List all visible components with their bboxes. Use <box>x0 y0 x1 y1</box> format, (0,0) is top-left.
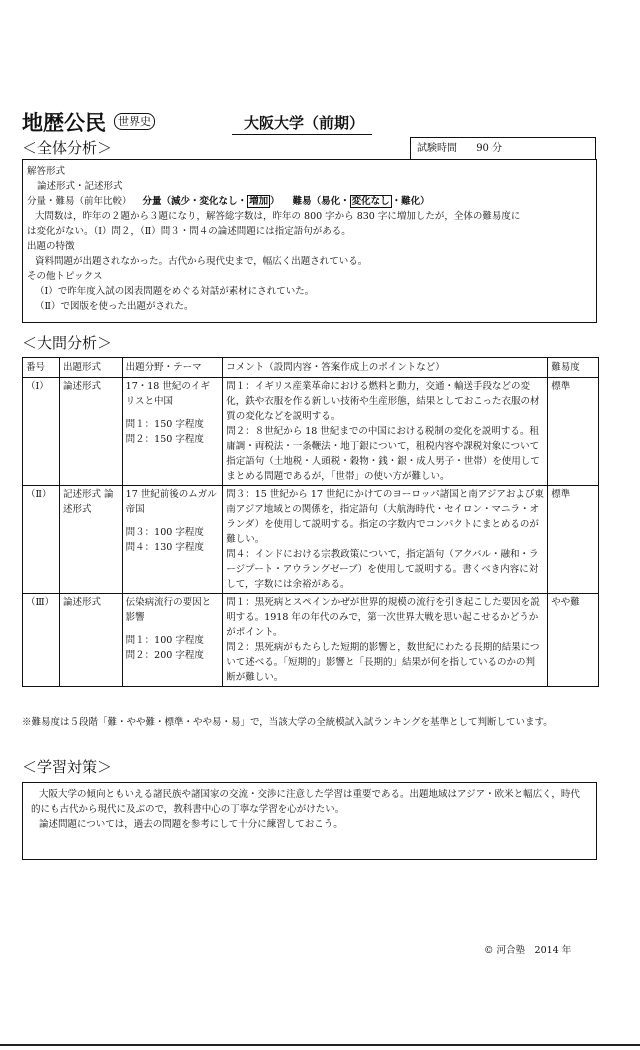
copyright: © 河合塾 2014 年 <box>484 945 572 956</box>
row-difficulty: やや難 <box>548 594 599 687</box>
row-comment-1: 問３：15 世紀から 17 世紀にかけてのヨーロッパ諸国と南アジアおよび東南アジア地域との関係を，指定語句（大航海時代・セイロン・マニラ・オランダ）を使用して説明する。指定の字数内でコンパクトにまとめるのが難しい。 <box>226 489 544 545</box>
row-theme: 伝染病流行の要因と影響 <box>125 597 212 623</box>
row-sub-2: 問２：150 字程度 <box>125 434 204 445</box>
row-number: （Ⅰ） <box>23 378 60 486</box>
bottom-divider <box>0 1044 640 1046</box>
row-sub-1: 問３：100 字程度 <box>125 527 204 538</box>
difficulty-end: ・難化） <box>391 196 430 207</box>
row-number: （Ⅲ） <box>23 594 60 687</box>
row-comment-1: 問１：イギリス産業革命における燃料と動力，交通・輸送手段などの変化，鉄や衣服を作る新しい技術や生産形態，結果としておこった衣服の材質の変化などを説明する。 <box>226 381 540 422</box>
study-body-1: 大阪大学の傾向ともいえる諸民族や諸国家の交流・交渉に注意した学習は重要である。出題地域はアジア・欧米と幅広く，時代的にも古代から現代に及ぶので，教科書中心の丁寧な学習を心がけたい。 <box>31 789 580 815</box>
volume-label: 分量（減少・変化なし・ <box>142 196 248 207</box>
difficulty-label: 難易（易化・ <box>292 196 350 207</box>
volume-end: ） <box>270 196 280 207</box>
overall-heading: ＜全体分析＞ <box>22 139 113 157</box>
volume-difficulty-line <box>27 194 592 209</box>
table-row <box>23 486 599 594</box>
table-row <box>23 378 599 486</box>
row-theme-cell <box>122 378 223 486</box>
col-theme: 出題分野・テーマ <box>122 358 223 378</box>
overall-body-2: は変化がない。（Ⅰ）問２，（Ⅱ）問３・問４の論述問題には指定語句がある。 <box>27 226 351 237</box>
overall-analysis-box <box>22 159 597 323</box>
row-sub-2: 問４：130 字程度 <box>125 542 204 553</box>
feature-body: 資料問題が出題されなかった。古代から現代史まで，幅広く出題されている。 <box>35 256 368 267</box>
study-body-2: 論述問題については，過去の問題を参考にして十分に練習しておこう。 <box>39 819 343 830</box>
subject-tag: 世界史 <box>114 113 155 130</box>
difficulty-note: ※難易度は５段階「難・やや難・標準・やや易・易」で，当該大学の全統模試入試ランキングを基準として判断しています。 <box>22 717 553 728</box>
col-difficulty: 難易度 <box>548 358 599 378</box>
row-theme: 17 世紀前後のムガル帝国 <box>125 489 217 515</box>
table-header-row <box>23 358 599 378</box>
row-comment-2: 問２：黒死病がもたらした短期的影響と，数世紀にわたる長期的結果について述べる。「短期的」影響と「長期的」結果が何を指しているのかの判断が難しい。 <box>226 642 540 683</box>
subject-title: 地歴公民 <box>22 111 106 135</box>
volume-selected: 増加 <box>249 196 269 207</box>
row-difficulty: 標準 <box>548 486 599 594</box>
difficulty-selected: 変化なし <box>351 196 390 207</box>
row-comment-cell <box>223 378 548 486</box>
study-heading: ＜学習対策＞ <box>22 758 113 776</box>
row-comment-2: 問２：８世紀から 18 世紀までの中国における税制の変化を説明する。租庸調・両税法・一条鞭法・地丁銀について，租税内容や課税対象について指定語句（土地税・人頭税・穀物・銭・銀・成人男子・世帯）を使用してまとめる問題であるが，「世帯」の使い方が難しい。 <box>226 426 540 482</box>
row-sub-2: 問２：200 字程度 <box>125 650 204 661</box>
row-sub-1: 問１：150 字程度 <box>125 419 204 430</box>
row-comment-cell <box>223 486 548 594</box>
row-format: 記述形式 論述形式 <box>59 486 122 594</box>
exam-time-box <box>410 137 596 159</box>
row-comment-cell <box>223 594 548 687</box>
format-title: 解答形式 <box>27 166 66 177</box>
row-sub-1: 問１：100 字程度 <box>125 635 204 646</box>
format-value: 論述形式・記述形式 <box>37 181 123 192</box>
vol-diff-prefix: 分量・難易（前年比較） <box>27 196 132 207</box>
row-comment-2: 問４：インドにおける宗教政策について，指定語句（アクバル・融和・ラージプート・アウラングゼーブ）を使用して説明する。書くべき内容に対して，字数には余裕がある。 <box>226 549 539 590</box>
row-theme: 17・18 世紀のイギリスと中国 <box>125 381 210 407</box>
overall-body-1: 大問数は，昨年の２題から３題になり，解答総字数は，昨年の 800 字から 830 字に増加したが，全体の難易度に <box>35 211 521 222</box>
row-number: （Ⅱ） <box>23 486 60 594</box>
row-difficulty: 標準 <box>548 378 599 486</box>
col-format: 出題形式 <box>59 358 122 378</box>
row-theme-cell <box>122 486 223 594</box>
row-comment-1: 問１：黒死病とスペインかぜが世界的規模の流行を引き起こした要因を説明する。1918 年の年代のみで，第一次世界大戦を思い起こせるかどうかがポイント。 <box>226 597 540 638</box>
col-comment: コメント（設問内容・答案作成上のポイントなど） <box>223 358 548 378</box>
exam-time-label: 試験時間 <box>417 143 457 154</box>
topic-1: （Ⅰ）で昨年度入試の図表問題をめぐる対話が素材にされていた。 <box>35 286 315 297</box>
feature-title: 出題の特徴 <box>27 241 75 252</box>
topic-2: （Ⅱ）で図版を使った出題がされた。 <box>35 301 194 312</box>
row-format: 論述形式 <box>59 594 122 687</box>
row-theme-cell <box>122 594 223 687</box>
col-number: 番号 <box>23 358 60 378</box>
university-title: 大阪大学（前期） <box>232 112 372 135</box>
question-analysis-table <box>22 357 599 687</box>
exam-time-value: 90 分 <box>476 143 503 154</box>
questions-heading: ＜大問分析＞ <box>22 334 113 352</box>
row-format: 論述形式 <box>59 378 122 486</box>
topics-title: その他トピックス <box>27 271 103 282</box>
table-row <box>23 594 599 687</box>
study-advice-box <box>22 782 597 860</box>
